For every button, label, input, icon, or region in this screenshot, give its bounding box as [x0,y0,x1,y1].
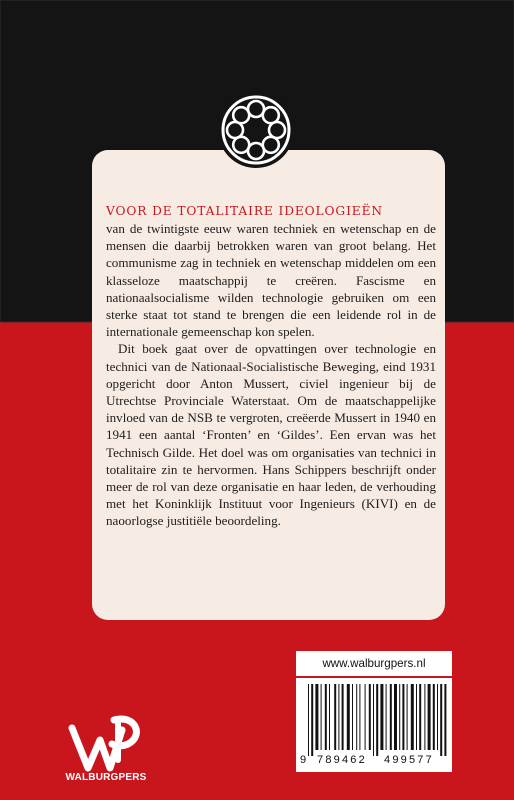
barcode-bar [325,684,327,750]
barcode-bar [411,684,414,750]
isbn-barcode [296,678,452,772]
barcode-bar [342,684,344,750]
barcode-bar [386,684,387,750]
barcode-bar [407,684,408,750]
isbn-right-group: 499577 [384,754,434,766]
blurb-heading: VOOR DE TOTALITAIRE IDEOLOGIEËN [106,204,383,218]
publisher-name: WALBURGPERS [65,772,147,783]
barcode-bar [321,684,322,750]
barcode-bar [334,684,336,750]
barcode-bar [437,684,438,750]
barcode-bar [359,684,360,750]
barcode-bar [315,684,318,750]
barcode-bar [376,684,378,756]
barcode-bar [373,684,374,756]
barcode-bar [394,684,397,750]
blurb-paragraph-1: van de twintigste eeuw waren techniek en wetenschap en de mensen die daarbij betrokken waren van groot belang. Het communisme zag in techniek en wetenschap middelen om een klasseloze maatschappij te creëren. Fascisme en nationaalsocialisme wilden technologie gebruiken om een sterke staat tot stand te brengen die een leidende rol in de internationale gemeenschap kon spelen. [106,221,436,340]
barcode-bar [369,684,371,750]
ring-of-circles-icon [218,92,294,168]
blurb-paragraph-2: Dit boek gaat over de opvattingen over technologie en technici van de Nationaal-Socialistische Beweging, eind 1931 opgericht door Anton Mussert, civiel ingenieur bij de Utrechtse Provinciale Waterstaat. Om de maatschappelijke invloed van de NSB te vergroten, creëerde Mussert in 1940 en 1941 een aantal ‘Fronten’ en ‘Gildes’. Een ervan was het Technisch Gilde. Het doel was om organisaties van technici in totalitaire zin te hervormen. Hans Schippers beschrijft onder meer de rol van deze organisatie en haar leden, de verhouding met het Koninklijk Instituut voor Ingenieurs (KIVI) en de naoorlogse justitiële beoordeling. [106,341,436,529]
barcode-bar [380,684,383,750]
barcode-bar [428,684,431,750]
barcode-bar [311,684,313,756]
publisher-url: www.walburgpers.nl [296,651,452,676]
barcode-bar [356,684,357,750]
blurb-text [106,220,436,530]
barcode-bar [347,684,350,750]
barcode-bar [416,684,417,750]
isbn-first-digit: 9 [300,754,307,766]
barcode-bar [399,684,400,750]
barcode-bar [329,684,330,750]
barcode-bar [352,684,353,750]
barcode-bar [440,684,442,756]
barcode-bar [390,684,392,750]
barcode-bar [419,684,421,750]
isbn-left-group: 789462 [317,754,367,766]
barcode-bar [308,684,309,756]
barcode-bar [424,684,425,750]
barcode-bar [338,684,339,750]
barcode-bar [402,684,404,750]
barcode-bar [433,684,435,750]
barcode-bar [365,684,366,750]
barcode-bar [444,684,446,756]
